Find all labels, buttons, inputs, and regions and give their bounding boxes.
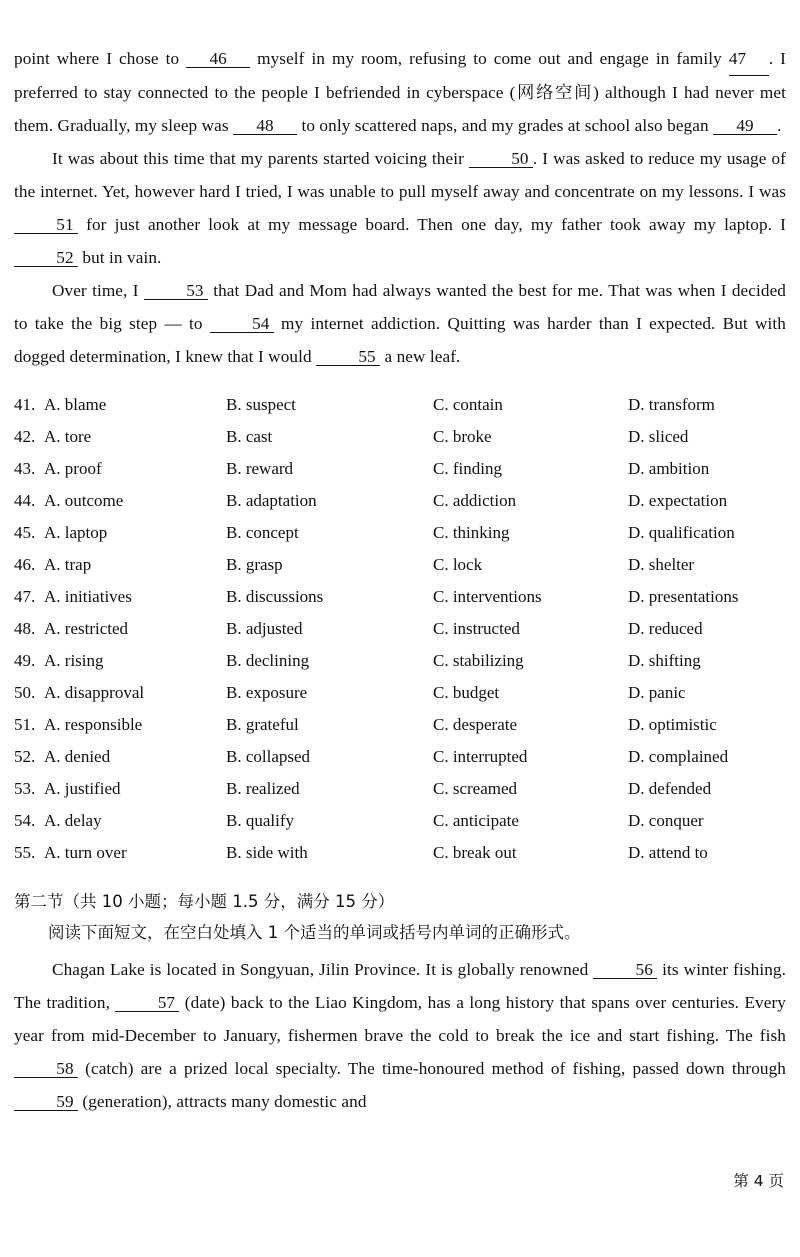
option-row [14,549,786,581]
option-choice-b[interactable]: B. concept [226,523,299,542]
option-choice-d[interactable]: D. presentations [628,587,739,606]
answer-blank-50[interactable]: 50 [469,150,533,168]
passage-text: but in vain. [78,248,162,267]
option-choice-a[interactable]: A. laptop [44,523,108,542]
option-choice-a[interactable]: A. initiatives [44,587,132,606]
option-choice-d[interactable]: D. panic [628,683,686,702]
option-row [14,517,786,549]
option-number: 42. [14,427,36,446]
passage-text: (generation), attracts many domestic and [78,1092,367,1111]
option-row [14,581,786,613]
passage-text: that Dad and Mom had always wanted the best for me. That was when I decided to take the big step — to [14,281,786,333]
option-choice-b[interactable]: B. cast [226,427,273,446]
option-number: 48. [14,619,36,638]
answer-blank-57[interactable]: 57 [115,994,179,1012]
option-choice-a[interactable]: A. delay [44,811,102,830]
option-choice-d[interactable]: D. ambition [628,459,710,478]
passage-text: It was about this time that my parents started voicing their [52,149,469,168]
passage-text: Chagan Lake is located in Songyuan, Jilin Province. It is globally renowned [52,960,594,979]
option-row [14,389,786,421]
passage-text: its winter fishing. The tradition, [14,960,786,1012]
passage-text: . I preferred to stay connected to the people I befriended in cyberspace (网络空间) although I had never met them. Gradually, my sleep was [14,49,786,135]
option-choice-d[interactable]: D. attend to [628,843,708,862]
answer-blank-59[interactable]: 59 [14,1093,78,1111]
option-choice-a[interactable]: A. proof [44,459,102,478]
option-choice-a[interactable]: A. outcome [44,491,124,510]
option-choice-c[interactable]: C. contain [433,395,503,414]
option-choice-c[interactable]: C. instructed [433,619,520,638]
option-choice-c[interactable]: C. thinking [433,523,510,542]
cloze-passage [14,42,786,373]
option-choice-b[interactable]: B. adjusted [226,619,303,638]
option-number: 47. [14,587,36,606]
answer-blank-54[interactable]: 54 [210,315,274,333]
option-choice-c[interactable]: C. screamed [433,779,518,798]
option-choice-d[interactable]: D. shifting [628,651,701,670]
option-number: 50. [14,683,36,702]
section-two-paragraph [14,953,786,1118]
option-number: 46. [14,555,36,574]
answer-blank-58[interactable]: 58 [14,1060,78,1078]
option-number: 53. [14,779,36,798]
answer-blank-52[interactable]: 52 [14,249,78,267]
option-choice-d[interactable]: D. conquer [628,811,704,830]
option-choice-c[interactable]: C. stabilizing [433,651,524,670]
option-choice-d[interactable]: D. reduced [628,619,703,638]
option-choice-d[interactable]: D. expectation [628,491,728,510]
answer-blank-47[interactable]: 47 [729,42,769,76]
option-choice-c[interactable]: C. desperate [433,715,518,734]
option-choice-c[interactable]: C. broke [433,427,492,446]
option-number: 51. [14,715,36,734]
option-choice-b[interactable]: B. declining [226,651,310,670]
option-choice-b[interactable]: B. collapsed [226,747,311,766]
option-choice-c[interactable]: C. interventions [433,587,542,606]
option-choice-d[interactable]: D. optimistic [628,715,717,734]
passage-text: Over time, I [52,281,144,300]
option-choice-c[interactable]: C. budget [433,683,500,702]
option-choice-b[interactable]: B. suspect [226,395,296,414]
option-number: 41. [14,395,36,414]
option-choice-c[interactable]: C. anticipate [433,811,519,830]
passage-text: myself in my room, refusing to come out and engage in family [250,49,729,68]
option-choice-a[interactable]: A. responsible [44,715,143,734]
option-choice-b[interactable]: B. side with [226,843,308,862]
option-number: 52. [14,747,36,766]
option-choice-c[interactable]: C. lock [433,555,483,574]
section-two-heading: 第二节（共 10 小题；每小题 1.5 分，满分 15 分） [14,892,395,911]
cloze-paragraph [14,42,786,142]
option-choice-a[interactable]: A. tore [44,427,92,446]
option-choice-c[interactable]: C. finding [433,459,502,478]
option-choice-a[interactable]: A. turn over [44,843,127,862]
passage-text: (catch) are a prized local specialty. The time-honoured method of fishing, passed down through [78,1059,786,1078]
option-number: 49. [14,651,36,670]
option-row [14,805,786,837]
option-choice-b[interactable]: B. grateful [226,715,299,734]
option-choice-a[interactable]: A. rising [44,651,104,670]
option-number: 45. [14,523,36,542]
option-choice-c[interactable]: C. addiction [433,491,517,510]
option-choice-b[interactable]: B. qualify [226,811,294,830]
answer-blank-46[interactable]: 46 [186,50,250,68]
option-choice-c[interactable]: C. break out [433,843,517,862]
option-row [14,613,786,645]
cloze-paragraph [14,142,786,274]
passage-text: point where I chose to [14,49,187,68]
option-choice-c[interactable]: C. interrupted [433,747,528,766]
option-row [14,453,786,485]
section-two-passage [14,953,786,1118]
option-choice-a[interactable]: A. denied [44,747,111,766]
page-number: 第 4 页 [733,1172,784,1190]
option-choice-d[interactable]: D. complained [628,747,729,766]
option-choice-a[interactable]: A. justified [44,779,121,798]
passage-text: a new leaf. [380,347,461,366]
option-row [14,837,786,869]
page-content [14,42,786,1118]
cloze-paragraph [14,274,786,373]
answer-blank-49[interactable]: 49 [713,117,777,135]
option-row [14,421,786,453]
option-row [14,485,786,517]
answer-blank-48[interactable]: 48 [233,117,297,135]
passage-text: for just another look at my message board. Then one day, my father took away my laptop. I [78,215,786,234]
passage-text: to only scattered naps, and my grades at school also began [297,116,714,135]
passage-text: . [777,116,782,135]
option-choice-d[interactable]: D. qualification [628,523,735,542]
option-choice-b[interactable]: B. grasp [226,555,283,574]
option-choice-d[interactable]: D. shelter [628,555,695,574]
option-row [14,741,786,773]
passage-text: my internet addiction. Quitting was harder than I expected. But with dogged determination, I knew that I would [14,314,786,366]
option-row [14,773,786,805]
answer-blank-53[interactable]: 53 [144,282,208,300]
option-number: 43. [14,459,36,478]
options-list [14,389,786,869]
option-number: 54. [14,811,36,830]
option-choice-b[interactable]: B. realized [226,779,300,798]
option-choice-b[interactable]: B. discussions [226,587,324,606]
answer-blank-55[interactable]: 55 [316,348,380,366]
option-row [14,677,786,709]
option-choice-d[interactable]: D. sliced [628,427,689,446]
option-number: 55. [14,843,36,862]
option-choice-a[interactable]: A. disapproval [44,683,145,702]
option-choice-a[interactable]: A. blame [44,395,107,414]
option-choice-d[interactable]: D. transform [628,395,715,414]
section-two-instruction: 阅读下面短文，在空白处填入 1 个适当的单词或括号内单词的正确形式。 [48,923,581,942]
option-choice-d[interactable]: D. defended [628,779,712,798]
answer-blank-56[interactable]: 56 [593,961,657,979]
option-choice-b[interactable]: B. reward [226,459,294,478]
option-choice-a[interactable]: A. restricted [44,619,129,638]
option-row [14,709,786,741]
passage-text: . I was asked to reduce my usage of the internet. Yet, however hard I tried, I was unable to pull myself away and concentrate on my lessons. I was [14,149,786,201]
option-choice-a[interactable]: A. trap [44,555,92,574]
option-row [14,645,786,677]
option-choice-b[interactable]: B. adaptation [226,491,317,510]
passage-text: (date) back to the Liao Kingdom, has a long history that spans over centuries. Every year from mid-December to January, fishermen brave the cold to break the ice and start fishing. The fish [14,993,786,1045]
option-number: 44. [14,491,36,510]
answer-blank-51[interactable]: 51 [14,216,78,234]
option-choice-b[interactable]: B. exposure [226,683,308,702]
